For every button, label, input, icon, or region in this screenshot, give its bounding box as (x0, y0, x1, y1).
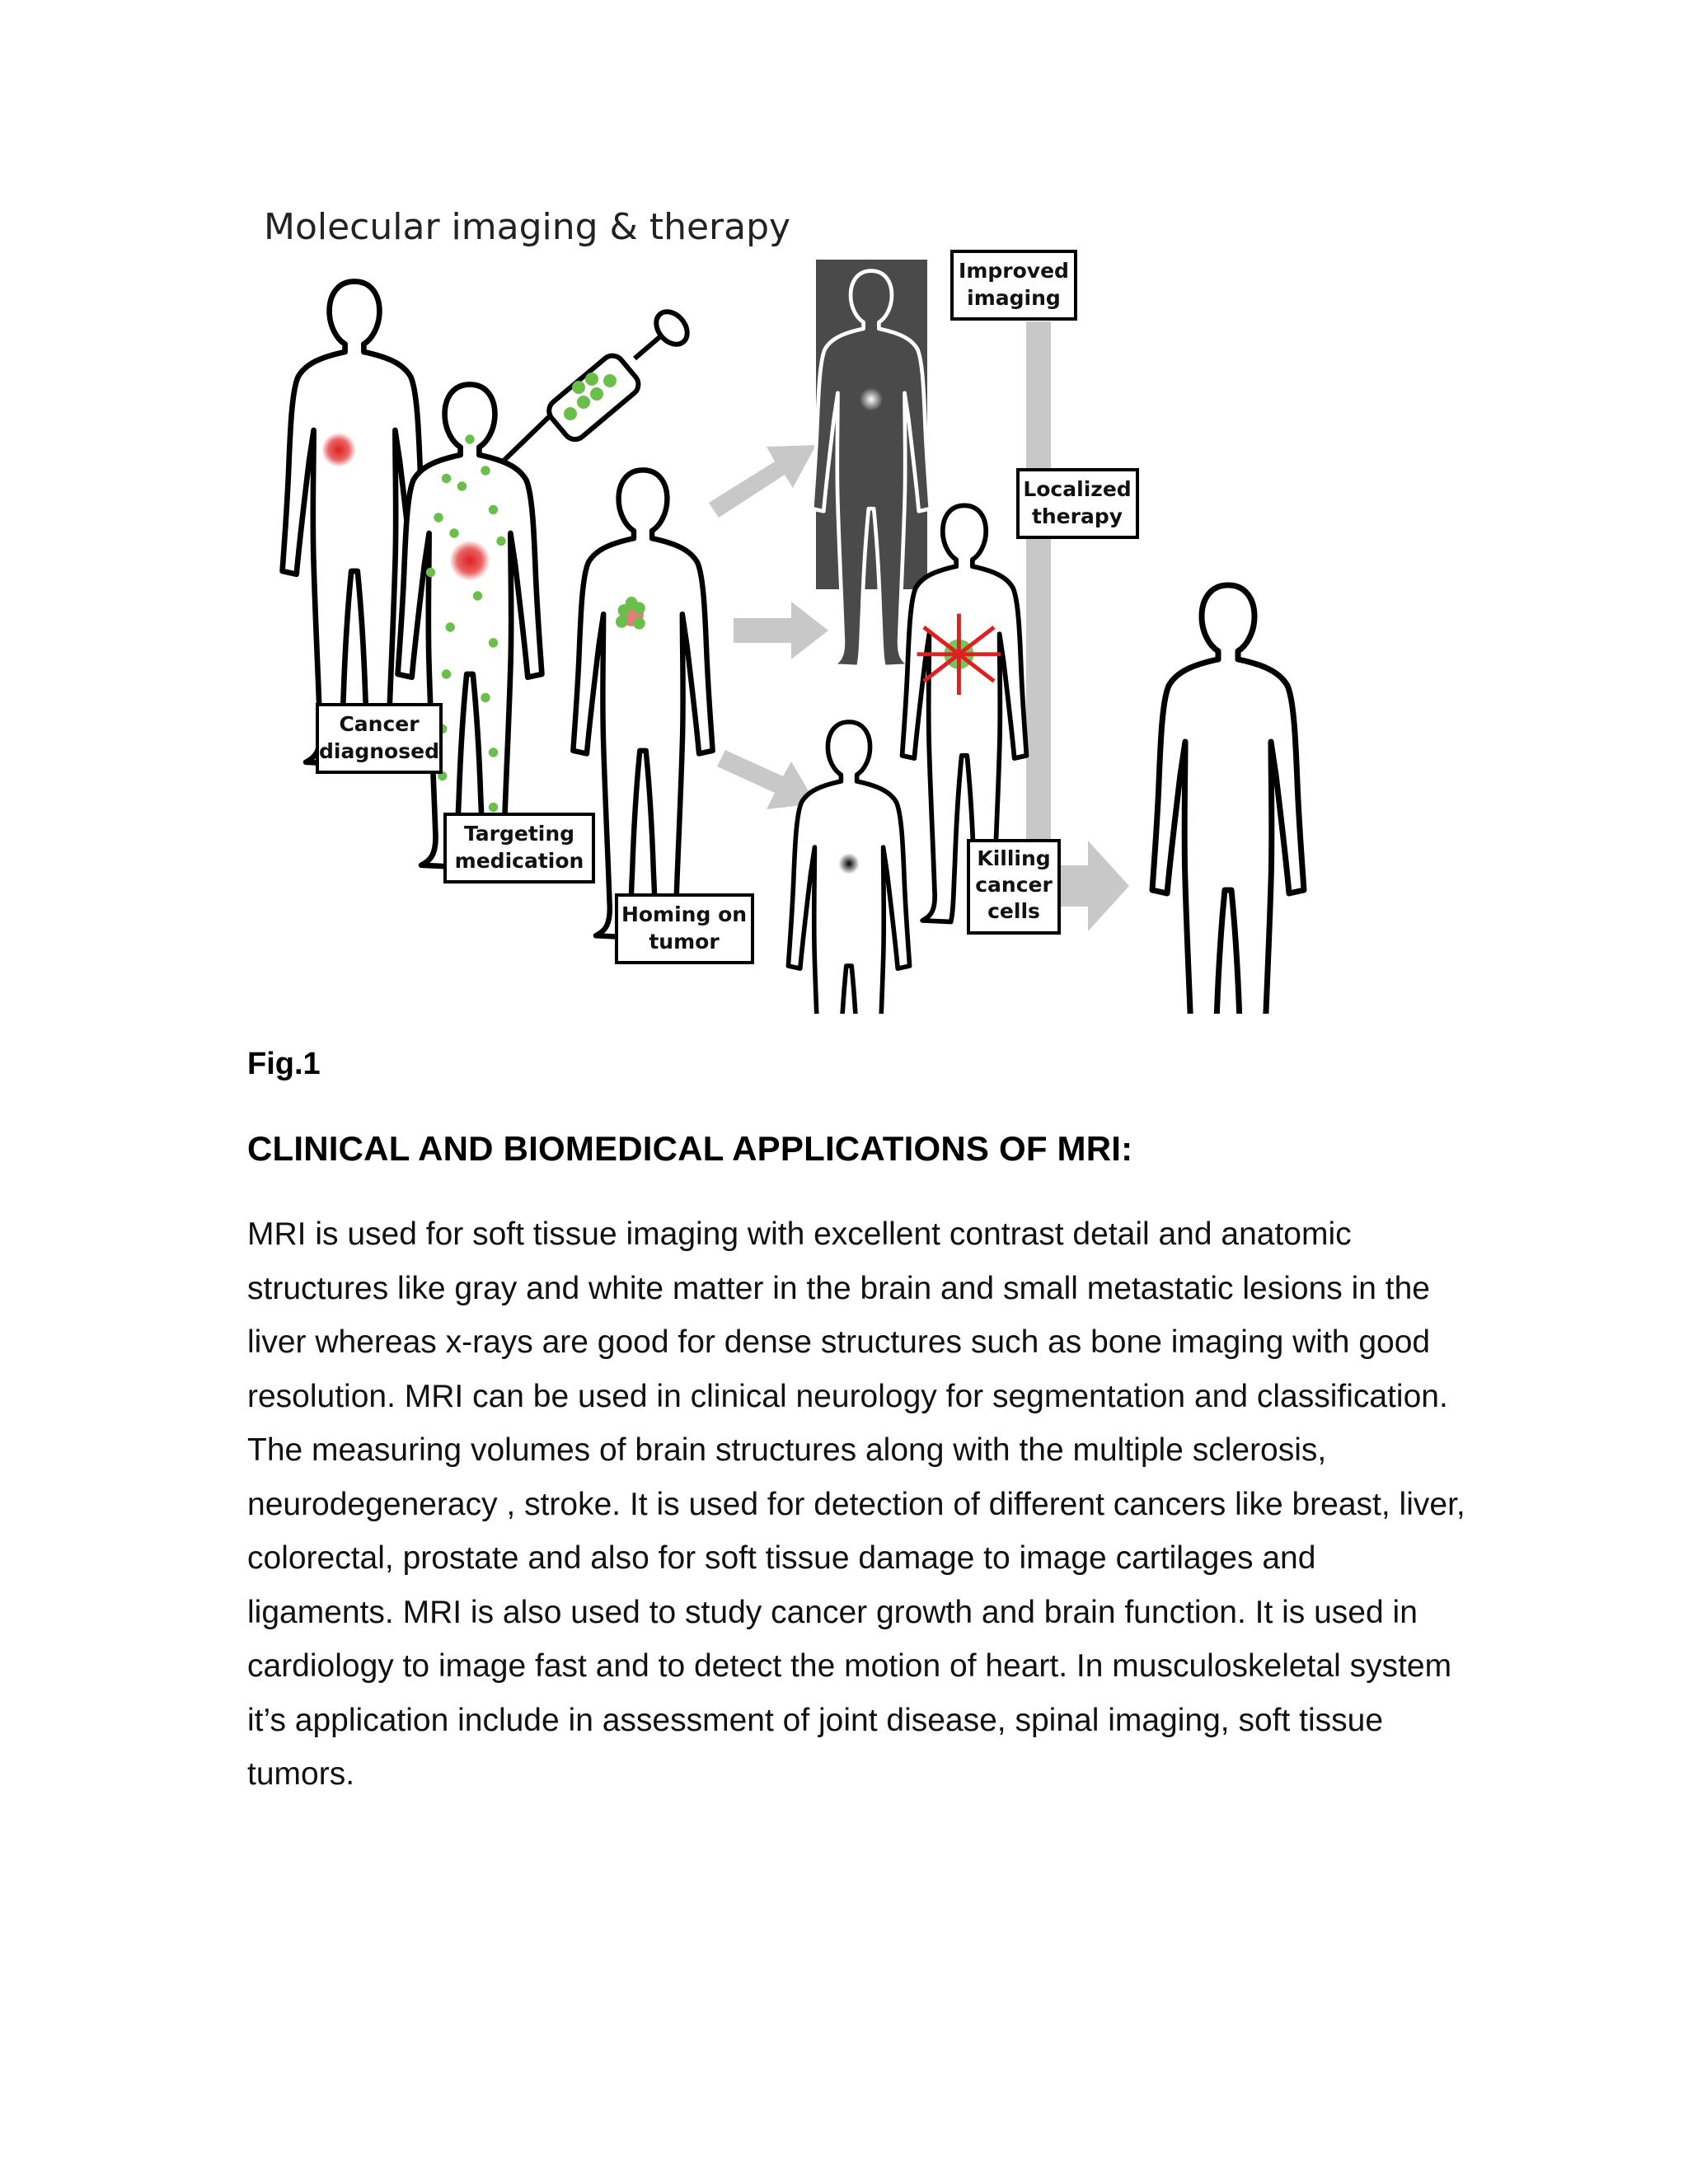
label-improved-imaging (952, 251, 1076, 319)
svg-text:Killing: Killing (977, 846, 1051, 870)
svg-text:Localized: Localized (1023, 477, 1132, 501)
tumor-bright-spot-icon (860, 388, 883, 411)
svg-text:Homing on: Homing on (621, 902, 748, 926)
svg-text:Improved: Improved (959, 259, 1069, 283)
svg-text:diagnosed: diagnosed (319, 739, 439, 763)
svg-text:medication: medication (454, 849, 584, 873)
syringe-icon (503, 306, 693, 462)
arrow-right (734, 602, 828, 659)
molecular-imaging-figure (247, 190, 1352, 1014)
svg-text:Targeting: Targeting (463, 822, 575, 846)
figure-person-healthy (1152, 585, 1304, 1014)
svg-text:cells: cells (987, 899, 1040, 923)
tumor-red-icon (449, 541, 490, 581)
label-targeting-medication (445, 814, 593, 882)
body-paragraph: MRI is used for soft tissue imaging with excellent contrast detail and anatomic structures like gray and white matter in the brain and small metastatic lesions in the liver whereas x-rays are good for dense structures such as bone imaging with good resolution. MRI can be used in clinical neurology for segmentation and classification. The measuring volumes of brain structures along with the multiple sclerosis, neurodegeneracy , stroke. It is used for detection of different cancers like breast, liver, colorectal, prostate and also for soft tissue damage to image cartilages and ligaments. MRI is also used to study cancer growth and brain function. It is used in cardiology to image fast and to detect the motion of heart. In musculoskeletal system it’s application include in assessment of joint disease, spinal imaging, soft tissue tumors. (247, 1216, 1465, 1792)
figure-svg (247, 190, 1352, 1014)
svg-text:therapy: therapy (1031, 504, 1123, 528)
tumor-dark-spot-icon (838, 853, 860, 874)
svg-text:Cancer: Cancer (339, 712, 420, 736)
figure-title: Molecular imaging & therapy (264, 206, 791, 248)
tumor-red-icon (321, 433, 356, 467)
vertical-arrow-shaft (1026, 321, 1051, 890)
section-heading: CLINICAL AND BIOMEDICAL APPLICATIONS OF MRI: (247, 1129, 1133, 1168)
label-homing-on-tumor (617, 895, 753, 963)
figure-person-killed (788, 722, 909, 1014)
label-killing-cancer-cells (968, 841, 1059, 933)
svg-text:cancer: cancer (975, 873, 1053, 897)
figure-caption: Fig.1 (247, 1047, 321, 1081)
label-cancer-diagnosed (317, 705, 441, 772)
arrow-up (709, 445, 816, 518)
label-localized-therapy (1018, 470, 1137, 537)
svg-text:tumor: tumor (649, 930, 720, 954)
svg-text:imaging: imaging (967, 286, 1061, 310)
